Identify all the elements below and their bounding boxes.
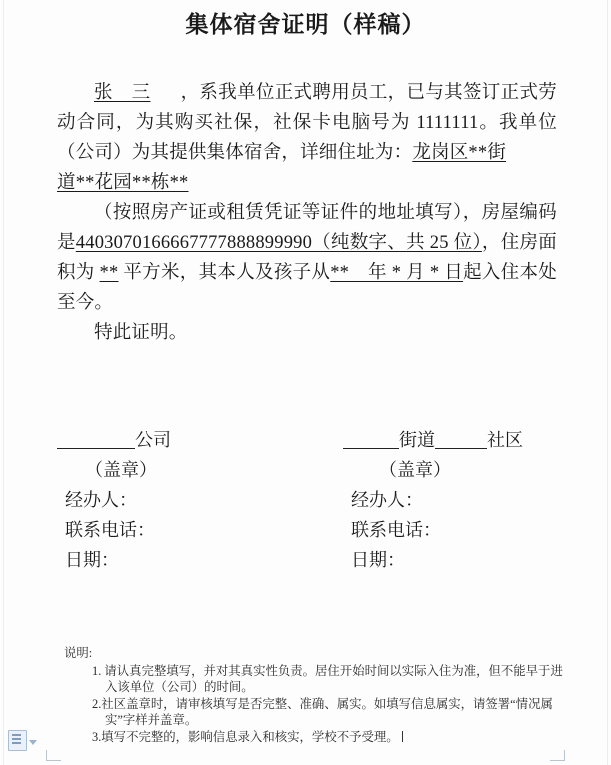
community-handler-label: 经办人： xyxy=(351,490,423,510)
page-edge-rule-left xyxy=(3,0,4,765)
notes-section xyxy=(64,645,564,745)
paragraph-2-text-a: （按照房产证或租赁凭证等证件的地址填写），房屋编码是 xyxy=(57,203,557,253)
signature-seal-row xyxy=(57,455,557,485)
community-date-label: 日期： xyxy=(351,550,405,570)
company-phone-label: 联系电话： xyxy=(65,520,155,540)
street-name-blank[interactable] xyxy=(343,428,399,449)
house-code-value: 4403070166667777888899990（纯数字、共 25 位） xyxy=(75,233,482,253)
chevron-down-icon[interactable] xyxy=(29,740,37,745)
paragraph-2-text-c: 平方米，其本人及孩子从 xyxy=(118,263,331,283)
notes-title: 说明: xyxy=(64,646,93,660)
date-cell-right xyxy=(307,545,557,575)
notes-list xyxy=(64,663,564,746)
note-item-text: 3.填写不完整的，影响信息录入和核实，学校不予受理。 xyxy=(92,729,399,744)
company-date-label: 日期： xyxy=(65,550,119,570)
handler-cell-left xyxy=(57,485,307,515)
signature-org-row xyxy=(57,425,557,455)
text-cursor xyxy=(402,731,403,742)
paragraph-2-text-b: ，住房面积为 xyxy=(57,233,557,283)
signature-date-row xyxy=(57,545,557,575)
signature-handler-row xyxy=(57,485,557,515)
signature-area xyxy=(57,425,557,575)
margin-corner-bottom-left xyxy=(46,750,61,761)
seal-cell-right xyxy=(307,455,557,485)
margin-corner-bottom-right xyxy=(550,750,565,761)
phone-cell-right xyxy=(307,515,557,545)
address-line-1: 龙岗区**街 xyxy=(412,143,507,163)
address-line-2-row xyxy=(57,168,557,198)
page-edge-rule-right xyxy=(607,0,608,765)
phone-cell-left xyxy=(57,515,307,545)
street-suffix-label: 街道 xyxy=(399,430,435,450)
note-item xyxy=(92,729,564,746)
address-line-2: 道**花园**栋** xyxy=(57,173,189,193)
community-seal-label: （盖章） xyxy=(379,460,451,480)
paragraph-1-text-b: 。我单位（公司）为其提供集体宿舍，详细住址为： xyxy=(57,113,557,163)
paragraph-2-text-d: 起入住本处至今。 xyxy=(57,263,557,313)
community-name-blank[interactable] xyxy=(435,428,487,449)
paragraph-1-text-a: ，系我单位正式聘用员工，已与其签订正式劳动合同，为其购买社保，社保卡电脑号为 xyxy=(57,83,557,133)
company-seal-label: （盖章） xyxy=(85,460,157,480)
company-handler-label: 经办人： xyxy=(65,490,137,510)
company-name-blank[interactable] xyxy=(57,428,135,449)
move-in-date-blank: ** 年 * 月 * 日 xyxy=(330,263,464,283)
paragraph-2 xyxy=(57,198,557,318)
paragraph-3: 特此证明。 xyxy=(94,323,188,343)
floor-area-blank: ** xyxy=(99,263,119,283)
paste-options-smart-tag[interactable] xyxy=(8,730,37,751)
community-phone-label: 联系电话： xyxy=(351,520,441,540)
seal-cell-left xyxy=(57,455,307,485)
signature-column-right xyxy=(307,425,557,455)
date-cell-left xyxy=(57,545,307,575)
community-suffix-label: 社区 xyxy=(487,430,523,450)
document-body[interactable] xyxy=(57,78,557,348)
company-suffix-label: 公司 xyxy=(135,430,171,450)
social-security-number: 1111111 xyxy=(416,113,479,133)
document-title: 集体宿舍证明（样稿） xyxy=(185,12,426,37)
signature-column-left xyxy=(57,425,307,455)
clipboard-icon[interactable] xyxy=(8,730,27,751)
handler-cell-right xyxy=(307,485,557,515)
note-item: 2.社区盖章时，请审核填写是否完整、准确、属实。如填写信息属实，请签署“情况属实”字样并盖章。 xyxy=(92,696,553,727)
note-item: 1. 请认真完整填写，并对其真实性负责。居住开始时间以实际入住为准，但不能早于进入该单位（公司）的时间。 xyxy=(92,663,563,694)
paragraph-1 xyxy=(57,78,557,168)
signature-phone-row xyxy=(57,515,557,545)
employee-name-blank: 张 三 xyxy=(94,83,151,103)
